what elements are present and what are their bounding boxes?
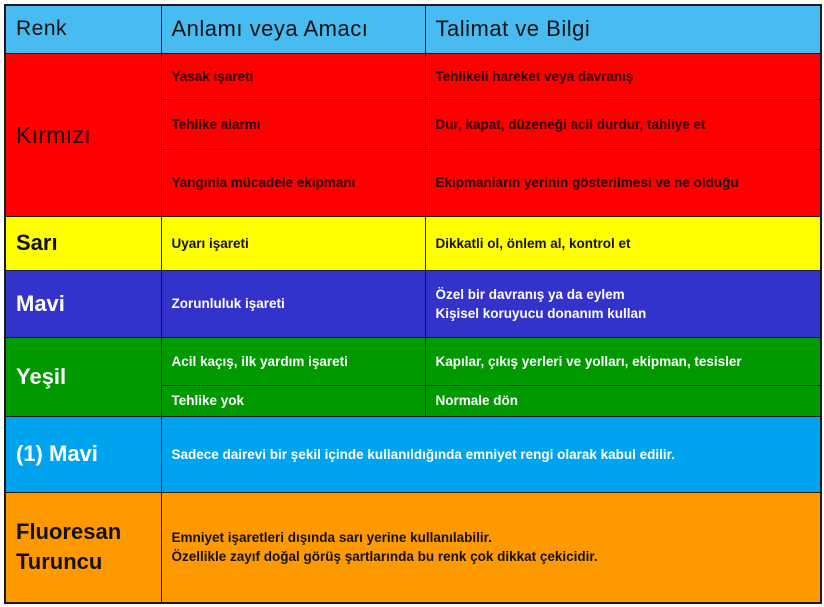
note-cell <box>161 492 821 603</box>
color-name-line: Fluoresan <box>16 519 122 545</box>
note-line: Emniyet işaretleri dışında sarı yerine kullanılabilir. <box>171 530 492 546</box>
row-blue <box>5 270 821 337</box>
meaning-cell: Yasak işareti <box>161 53 425 99</box>
row-green-1 <box>5 337 821 385</box>
row-red-1 <box>5 53 821 99</box>
color-name-orange <box>5 492 161 603</box>
header-meaning: Anlamı veya Amacı <box>161 5 425 53</box>
meaning-cell: Acil kaçış, ilk yardım işareti <box>161 337 425 385</box>
info-cell <box>425 270 821 337</box>
info-line: Kişisel koruyucu donanım kullan <box>435 305 647 321</box>
color-name-light-blue: (1) Mavi <box>5 416 161 492</box>
color-name-line: Turuncu <box>16 549 103 575</box>
info-cell: Ekipmanların yerinin gösterilmesi ve ne olduğu <box>425 149 821 216</box>
header-info: Talimat ve Bilgi <box>425 5 821 53</box>
note-line: Özellikle zayıf doğal görüş şartlarında bu renk çok dikkat çekicidir. <box>171 549 598 565</box>
color-name-blue: Mavi <box>5 270 161 337</box>
info-cell: Tehlikeli hareket veya davranış <box>425 53 821 99</box>
row-light-blue <box>5 416 821 492</box>
row-yellow <box>5 216 821 270</box>
color-name-yellow: Sarı <box>5 216 161 270</box>
note-cell: Sadece dairevi bir şekil içinde kullanıldığında emniyet rengi olarak kabul edilir. <box>161 416 821 492</box>
safety-color-table <box>4 4 822 604</box>
meaning-cell: Tehlike alarmı <box>161 99 425 149</box>
meaning-cell: Zorunluluk işareti <box>161 270 425 337</box>
info-cell: Dur, kapat, düzeneği acil durdur, tahliye et <box>425 99 821 149</box>
color-name-red: Kırmızı <box>5 53 161 216</box>
color-name-green: Yeşil <box>5 337 161 416</box>
row-orange <box>5 492 821 603</box>
meaning-cell: Tehlike yok <box>161 385 425 416</box>
header-color: Renk <box>5 5 161 53</box>
info-cell: Dikkatli ol, önlem al, kontrol et <box>425 216 821 270</box>
meaning-cell: Yangınla mücadele ekipmanı <box>161 149 425 216</box>
info-cell: Kapılar, çıkış yerleri ve yolları, ekipman, tesisler <box>425 337 821 385</box>
info-cell: Normale dön <box>425 385 821 416</box>
header-row <box>5 5 821 53</box>
meaning-cell: Uyarı işareti <box>161 216 425 270</box>
info-line: Özel bir davranış ya da eylem <box>435 286 625 302</box>
